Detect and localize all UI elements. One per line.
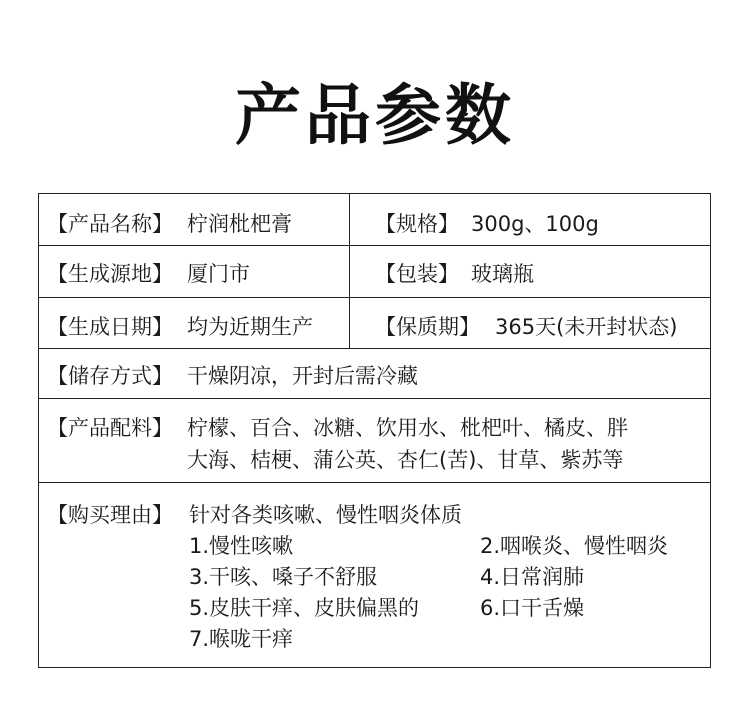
spec-value-date: 均为近期生产 <box>187 315 313 339</box>
reason-item: 3.干咳、嗓子不舒服 <box>189 565 378 589</box>
page-title: 产品参数 <box>235 77 515 154</box>
reason-item: 6.口干舌燥 <box>480 596 585 620</box>
table-row <box>39 246 710 298</box>
reason-item: 7.喉咙干痒 <box>189 627 294 651</box>
spec-label-reasons: 【购买理由】 <box>47 503 173 527</box>
reason-item: 2.咽喉炎、慢性咽炎 <box>480 534 669 558</box>
ingredients-line: 大海、桔梗、蒲公英、杏仁(苦)、甘草、紫苏等 <box>187 448 624 472</box>
spec-label-package: 【包装】 <box>375 262 459 286</box>
ingredients-line: 柠檬、百合、冰糖、饮用水、枇杷叶、橘皮、胖 <box>187 416 628 440</box>
column-divider <box>349 194 350 245</box>
spec-label-date: 【生成日期】 <box>47 315 173 339</box>
spec-value-shelf: 365天(未开封状态) <box>495 315 678 339</box>
table-row <box>39 399 710 483</box>
table-row <box>39 349 710 399</box>
spec-table <box>38 193 711 668</box>
spec-label-name: 【产品名称】 <box>47 212 173 236</box>
spec-label-shelf: 【保质期】 <box>375 315 480 339</box>
table-row <box>39 298 710 349</box>
table-row <box>39 194 710 246</box>
column-divider <box>349 246 350 297</box>
reason-item: 5.皮肤干痒、皮肤偏黑的 <box>189 596 420 620</box>
reason-item: 1.慢性咳嗽 <box>189 534 294 558</box>
spec-label-size: 【规格】 <box>375 212 459 236</box>
spec-label-storage: 【储存方式】 <box>47 364 173 388</box>
reason-item: 4.日常润肺 <box>480 565 585 589</box>
spec-value-storage: 干燥阴凉，开封后需冷藏 <box>187 364 418 388</box>
table-row <box>39 483 710 667</box>
spec-label-ingredients: 【产品配料】 <box>47 416 173 440</box>
reasons-intro: 针对各类咳嗽、慢性咽炎体质 <box>189 503 462 527</box>
column-divider <box>349 298 350 348</box>
spec-label-origin: 【生成源地】 <box>47 262 173 286</box>
spec-value-origin: 厦门市 <box>187 262 250 286</box>
spec-value-size: 300g、100g <box>471 212 599 236</box>
spec-value-name: 柠润枇杷膏 <box>187 212 292 236</box>
spec-value-package: 玻璃瓶 <box>471 262 534 286</box>
